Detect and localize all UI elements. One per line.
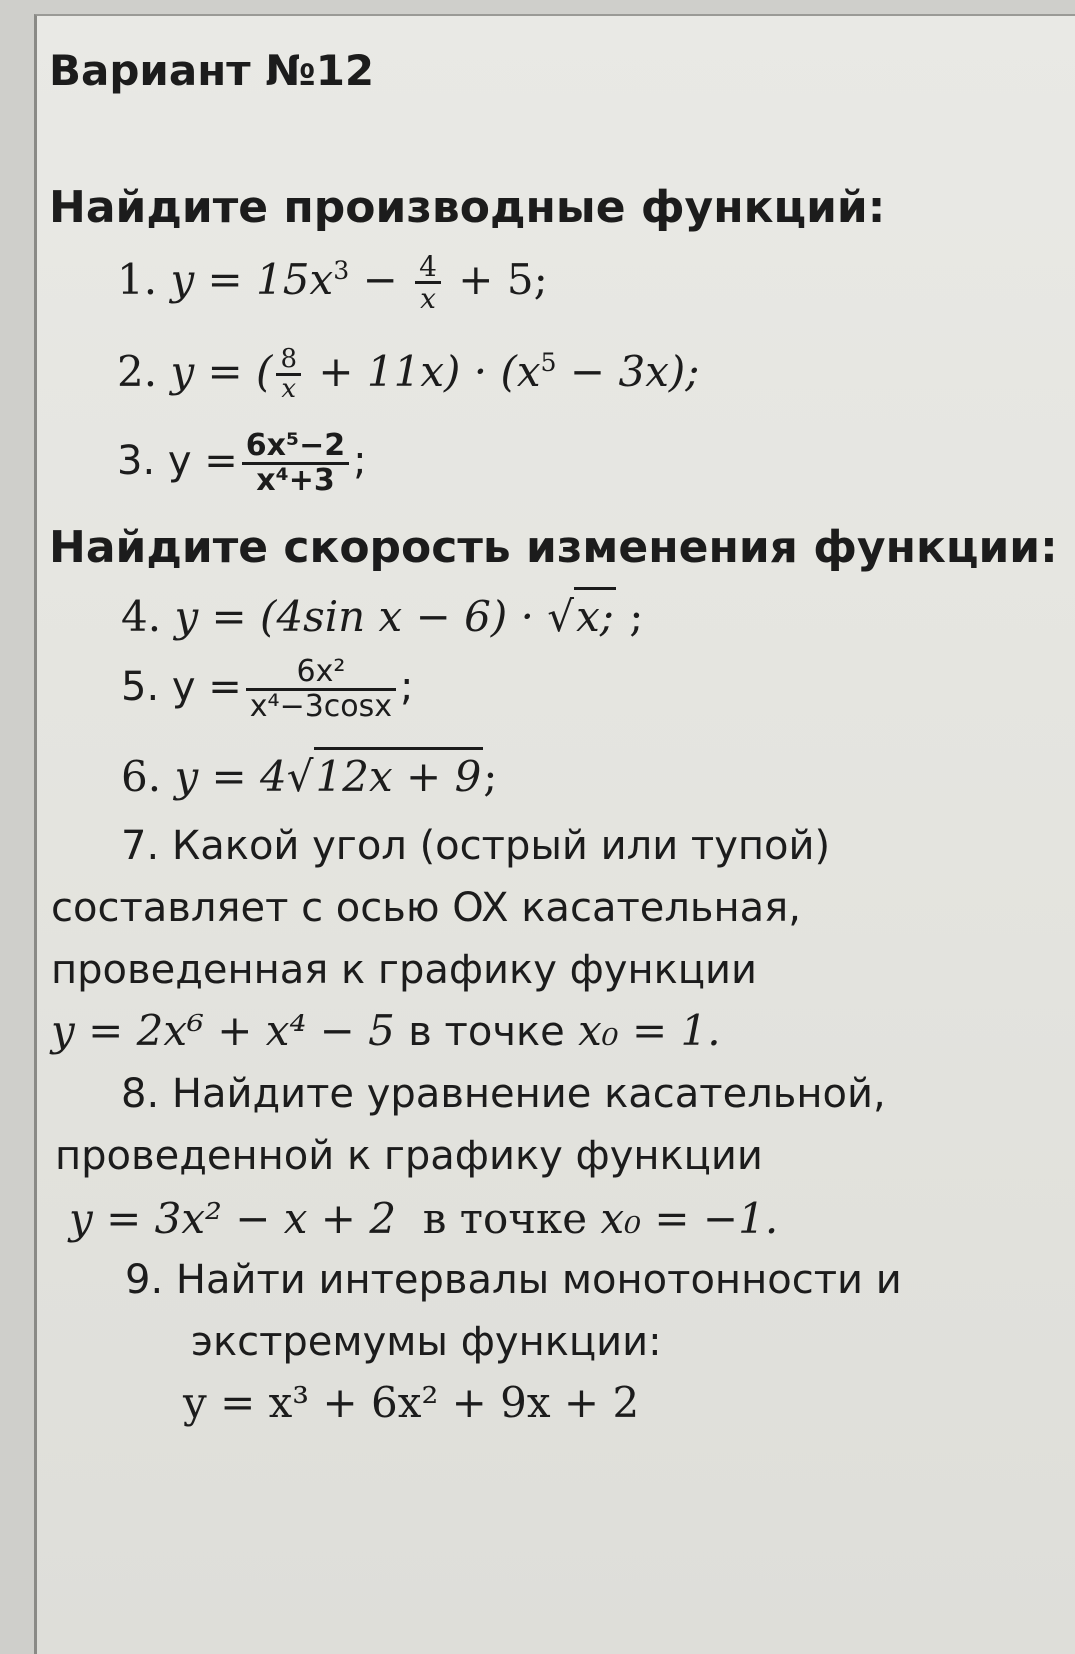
fraction-numerator: 6x⁵−2 — [242, 430, 349, 465]
problem-number: 1. — [117, 254, 158, 304]
problem-number: 3. — [117, 438, 156, 484]
fraction-denominator: x — [281, 374, 297, 405]
formula-part: y = 3x² − x + 2 — [69, 1194, 397, 1243]
problem-4 — [121, 592, 644, 641]
formula-part: ; — [400, 664, 414, 710]
formula-text: в точке — [408, 1009, 565, 1055]
problem-8-line-3 — [69, 1194, 779, 1243]
problem-2 — [117, 346, 699, 404]
fraction-numerator: 4 — [415, 252, 441, 284]
problem-9-line-2: экстремумы функции: — [191, 1319, 662, 1365]
radicand: x; — [574, 587, 616, 641]
problem-8-line-1: 8. Найдите уравнение касательной, — [121, 1071, 886, 1117]
problem-number: 4. — [121, 592, 162, 641]
formula-part: y = 2x⁶ + x⁴ − 5 — [51, 1006, 395, 1055]
formula-part: y = 15x — [170, 254, 334, 304]
formula-part: − — [349, 254, 412, 304]
section-heading-rate-of-change: Найдите скорость изменения функции: — [49, 522, 1058, 573]
formula-part: + 11x) — [305, 346, 461, 396]
radicand: 12x + 9 — [314, 747, 484, 801]
formula-part: x₀ = −1. — [600, 1194, 779, 1243]
fraction — [246, 656, 396, 722]
fraction — [415, 252, 441, 314]
exponent: 3 — [333, 255, 350, 285]
problem-8-line-2: проведенной к графику функции — [55, 1133, 763, 1179]
formula-part: y = — [167, 438, 238, 484]
fraction-denominator: x — [420, 282, 436, 316]
problem-7-line-2: составляет с осью OX касательная, — [51, 885, 801, 931]
formula-text: в точке — [422, 1194, 588, 1243]
formula-part: x₀ = 1. — [578, 1006, 721, 1055]
problem-9-line-3: y = x³ + 6x² + 9x + 2 — [183, 1378, 640, 1427]
problem-7-line-4 — [51, 1006, 721, 1055]
formula-part: ; — [353, 438, 367, 484]
problem-7-line-3: проведенная к графику функции — [51, 947, 757, 993]
problem-number: 5. — [121, 664, 160, 710]
exponent: 5 — [540, 347, 557, 377]
fraction — [276, 346, 301, 404]
fraction — [242, 430, 349, 496]
formula-part: − 3x); — [556, 346, 700, 396]
formula-part: y = ( — [170, 346, 273, 396]
problem-1 — [117, 252, 548, 314]
problem-3 — [117, 430, 367, 496]
problem-7-line-1: 7. Какой угол (острый или тупой) — [121, 823, 831, 869]
problem-number: 2. — [117, 346, 158, 396]
problem-6 — [121, 752, 498, 801]
problem-number: 6. — [121, 752, 162, 801]
fraction-numerator: 8 — [276, 346, 301, 376]
fraction-numerator: 6x² — [246, 656, 396, 691]
problem-5 — [121, 656, 414, 722]
worksheet-page — [34, 14, 1075, 1654]
variant-title: Вариант №12 — [49, 46, 375, 95]
section-heading-derivatives: Найдите производные функций: — [49, 182, 886, 233]
formula-part: y = 4√ — [174, 752, 314, 801]
fraction-denominator: x⁴+3 — [256, 462, 335, 498]
formula-part: · (x — [460, 346, 541, 396]
formula-part: y = (4sin x − 6) · √ — [174, 592, 575, 641]
formula-part: y = — [171, 664, 242, 710]
fraction-denominator: x⁴−3cosx — [249, 688, 393, 724]
problem-9-line-1: 9. Найти интервалы монотонности и — [125, 1257, 902, 1303]
formula-part: + 5; — [444, 254, 548, 304]
formula-part: ; — [483, 752, 498, 801]
formula-part: ; — [615, 592, 644, 641]
